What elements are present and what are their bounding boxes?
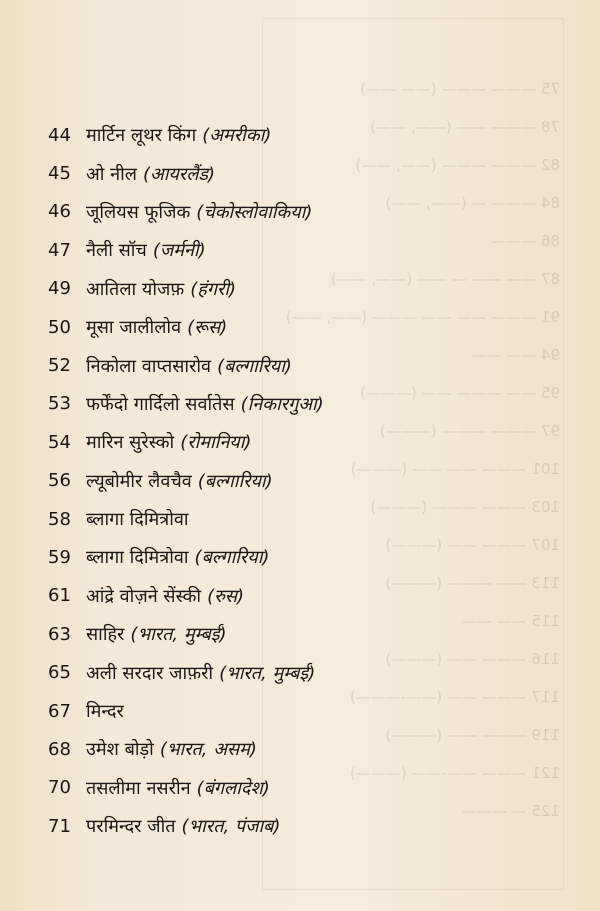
table-of-contents bbox=[48, 116, 468, 845]
toc-title: आंद्रे वोज़ने सेंस्की bbox=[86, 585, 202, 607]
toc-title: आतिला योजफ़ bbox=[86, 278, 185, 300]
toc-title: परमिन्दर जीत bbox=[86, 816, 176, 838]
toc-title: मारिन सुरेस्को bbox=[86, 432, 175, 454]
toc-place: (रूस) bbox=[187, 317, 228, 339]
toc-entry bbox=[48, 807, 468, 845]
toc-place: (भारत, पंजाब) bbox=[181, 816, 281, 838]
toc-page-number: 68 bbox=[48, 738, 71, 760]
toc-title: अली सरदार जाफ़री bbox=[86, 662, 214, 684]
bleed-through-text: 75 ——— ——— (—— ——) 78 ——— —— (——, ——) 82 ——— ——— (——, ——) 84 ——— — (——, ——) 86 ——— 87 —— —— — —— (——, ——) 91 ——— —— —— ——— (——, ——) 94 —— —— 95 —— ——— —— (———) 97 ——— ——— (———) 101 ——— —— —— (———) 103 ——— ——— (———) 107 ——— —— (———) 113 —— ——— (———) 115 —— —— 116 ——— —— (———) 117 ——— —— (——-———) 119 ——— —— (———) 121 ——— ——-—— (———) 125 — ——— bbox=[285, 80, 560, 820]
toc-title: मिन्दर bbox=[86, 701, 124, 723]
toc-entry bbox=[48, 308, 468, 346]
toc-page-number: 61 bbox=[48, 585, 71, 607]
toc-place: (भारत, असम) bbox=[159, 739, 257, 761]
toc-place: (आयरलैंड) bbox=[143, 163, 216, 185]
toc-page-number: 44 bbox=[48, 124, 71, 146]
toc-title: उमेश बोड़ो bbox=[86, 739, 154, 761]
toc-place: (बंगलादेश) bbox=[196, 777, 270, 799]
toc-place: (निकारगुआ) bbox=[240, 393, 324, 415]
toc-place: (बल्गारिया) bbox=[217, 355, 292, 377]
toc-title: साहिर bbox=[86, 624, 125, 646]
toc-page-number: 50 bbox=[48, 316, 71, 338]
toc-entry bbox=[48, 116, 468, 154]
toc-entry bbox=[48, 462, 468, 500]
toc-entry bbox=[48, 385, 468, 423]
toc-title: नैली सॉच bbox=[86, 240, 147, 262]
toc-place: (रुस) bbox=[207, 585, 245, 607]
toc-page-number: 67 bbox=[48, 700, 71, 722]
toc-entry bbox=[48, 653, 468, 691]
toc-title: ब्लागा दिमित्रोवा bbox=[86, 547, 189, 569]
toc-entry bbox=[48, 154, 468, 192]
toc-title: मार्टिन लूथर किंग bbox=[86, 125, 197, 147]
toc-page-number: 58 bbox=[48, 508, 71, 530]
toc-page-number: 63 bbox=[48, 623, 71, 645]
toc-entry bbox=[48, 193, 468, 231]
toc-title: जूलियस फूजिक bbox=[86, 201, 191, 223]
toc-entry bbox=[48, 730, 468, 768]
toc-page-number: 54 bbox=[48, 431, 71, 453]
toc-place: (हंगरी) bbox=[190, 278, 237, 300]
toc-entry bbox=[48, 423, 468, 461]
toc-page-number: 56 bbox=[48, 470, 71, 492]
toc-title: फर्फेंदो गार्दिलो सर्वातेस bbox=[86, 393, 235, 415]
toc-title: निकोला वाप्तसारोव bbox=[86, 355, 212, 377]
toc-page-number: 49 bbox=[48, 278, 71, 300]
toc-entry bbox=[48, 270, 468, 308]
toc-page-number: 65 bbox=[48, 662, 71, 684]
toc-entry bbox=[48, 346, 468, 384]
toc-entry bbox=[48, 500, 468, 538]
toc-title: ल्यूबोमीर लैवचैव bbox=[86, 470, 192, 492]
toc-entry bbox=[48, 538, 468, 576]
toc-place: (चेकोस्लोवाकिया) bbox=[196, 201, 313, 223]
toc-page-number: 52 bbox=[48, 355, 71, 377]
toc-entry bbox=[48, 231, 468, 269]
toc-page-number: 46 bbox=[48, 201, 71, 223]
toc-title: मूसा जालीलोव bbox=[86, 317, 182, 339]
toc-entry bbox=[48, 692, 468, 730]
toc-place: (बल्गारिया) bbox=[197, 470, 273, 492]
toc-title: तसलीमा नसरीन bbox=[86, 777, 191, 799]
toc-place: (भारत, मुम्बई) bbox=[130, 624, 227, 646]
toc-page-number: 47 bbox=[48, 239, 71, 261]
toc-place: (भारत, मुम्बई) bbox=[219, 662, 316, 684]
toc-page-number: 53 bbox=[48, 393, 71, 415]
toc-title: ब्लागा दिमित्रोवा bbox=[86, 509, 189, 531]
toc-place: (जर्मनी) bbox=[152, 240, 206, 262]
toc-page-number: 59 bbox=[48, 546, 71, 568]
toc-page-number: 71 bbox=[48, 815, 71, 837]
toc-page-number: 70 bbox=[48, 777, 71, 799]
toc-place: (बल्गारिया) bbox=[194, 547, 270, 569]
toc-place: (रोमानिया) bbox=[180, 432, 252, 454]
toc-place: (अमरीका) bbox=[202, 125, 272, 147]
toc-page-number: 45 bbox=[48, 163, 71, 185]
toc-entry bbox=[48, 615, 468, 653]
toc-title: ओ नील bbox=[86, 163, 137, 185]
toc-entry bbox=[48, 577, 468, 615]
toc-entry bbox=[48, 769, 468, 807]
